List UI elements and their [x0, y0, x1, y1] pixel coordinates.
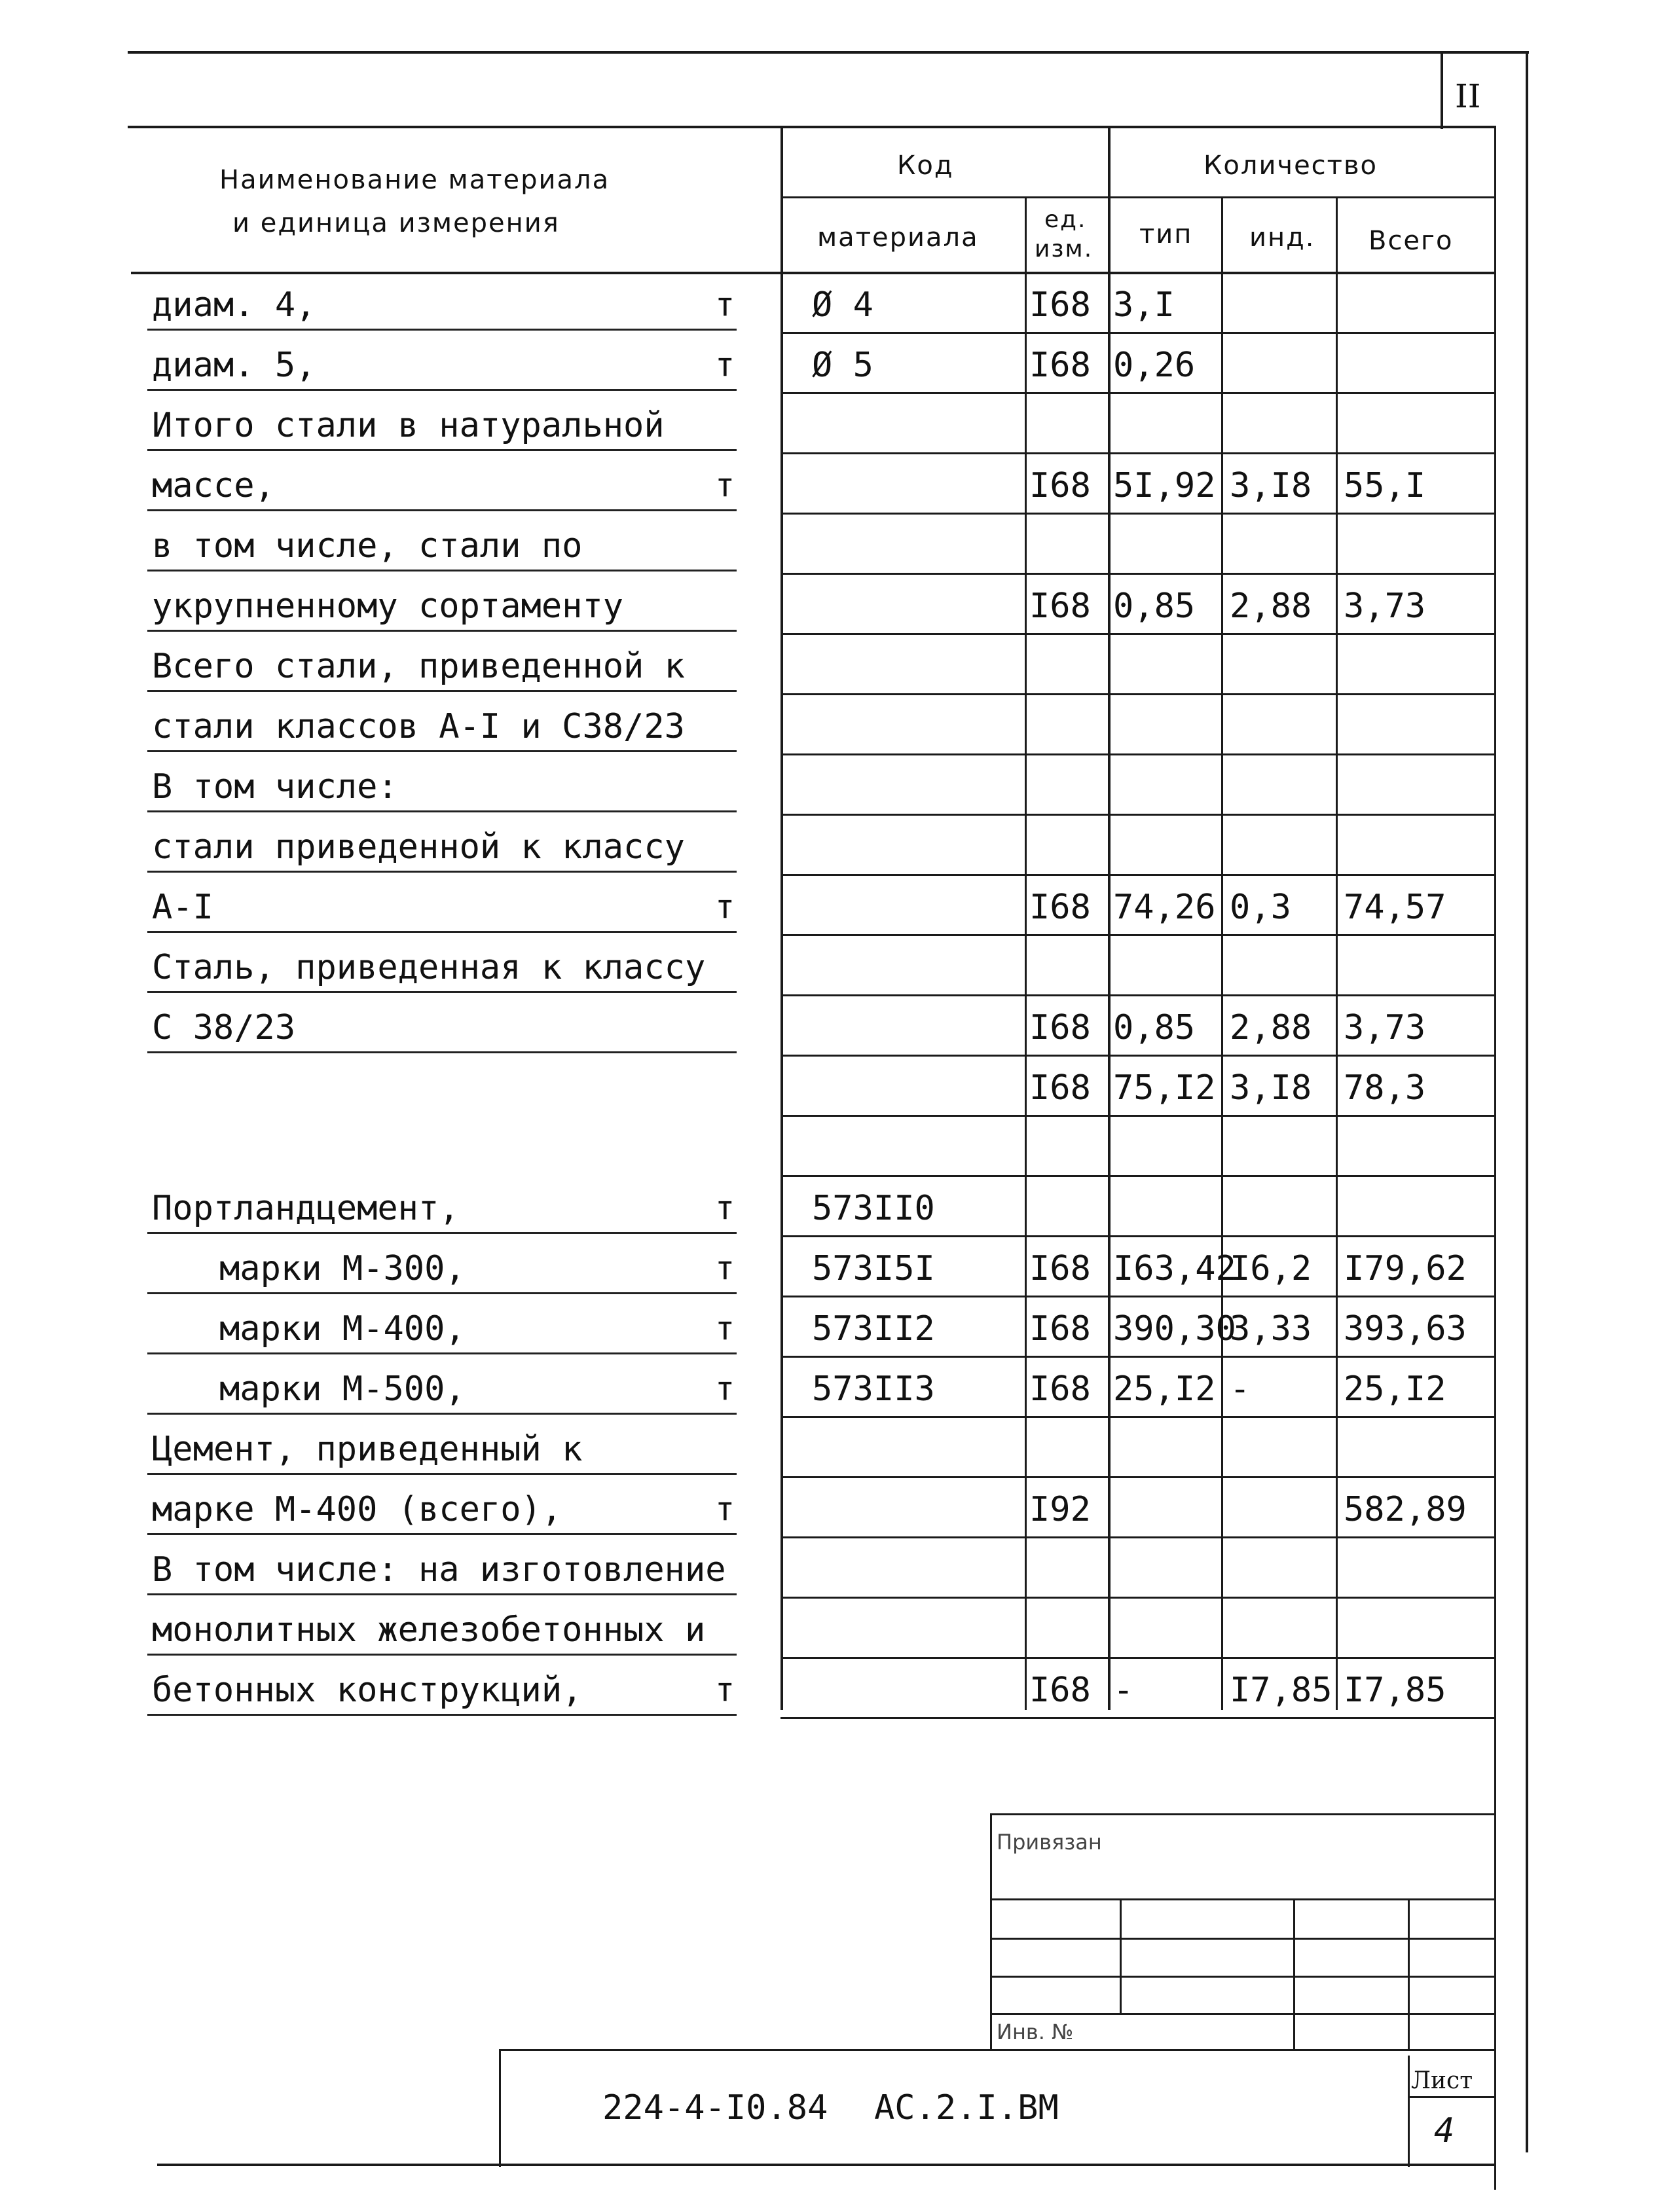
- col-rule-code: [780, 126, 783, 1710]
- row-rule: [780, 573, 1496, 575]
- row-unit: т: [715, 466, 735, 504]
- name-col-heading-2: и единица измерения: [232, 208, 560, 238]
- row-unit-code: I68: [1029, 888, 1091, 927]
- header-bottom-rule: [131, 272, 1496, 274]
- row-qty-type: 390,30: [1113, 1309, 1236, 1349]
- row-material-code: Ø 5: [812, 346, 873, 385]
- row-unit: т: [715, 1249, 735, 1287]
- row-rule: [780, 1175, 1496, 1177]
- name-underline: [147, 630, 737, 632]
- row-name: В том числе: на изготовление: [152, 1550, 726, 1589]
- row-unit-code: I68: [1029, 1671, 1091, 1710]
- col-rule-total: [1336, 196, 1338, 1710]
- title-block-top: [499, 2049, 1494, 2051]
- name-underline: [147, 1352, 737, 1354]
- sheet-number: II: [1455, 77, 1481, 115]
- name-underline: [147, 1593, 737, 1595]
- row-rule: [780, 1476, 1496, 1478]
- row-unit-code: I68: [1029, 1309, 1091, 1349]
- row-rule: [780, 633, 1496, 635]
- row-name: Итого стали в натуральной: [152, 406, 665, 445]
- row-qty-total: 25,I2: [1344, 1369, 1446, 1409]
- row-rule: [780, 1597, 1496, 1599]
- row-material-code: 573II0: [812, 1189, 935, 1228]
- row-rule: [780, 332, 1496, 334]
- name-underline: [147, 750, 737, 752]
- stamp-col-2: [1293, 1898, 1295, 2049]
- row-qty-ind: 3,I8: [1230, 466, 1312, 505]
- row-rule: [780, 1717, 1496, 1719]
- name-col-heading-1: Наименование материала: [219, 165, 610, 195]
- row-name: марке М-400 (всего),: [152, 1490, 562, 1529]
- stamp-col-1: [1120, 1898, 1122, 2013]
- code-unit-heading-1: ед.: [1044, 206, 1087, 233]
- row-rule: [780, 1115, 1496, 1117]
- row-unit-code: I68: [1029, 285, 1091, 325]
- name-underline: [147, 570, 737, 571]
- header-mid-rule: [780, 196, 1496, 198]
- row-name: Всего стали, приведенной к: [152, 647, 685, 686]
- qty-ind-heading: инд.: [1249, 223, 1315, 253]
- code-group-heading: Код: [897, 151, 954, 181]
- row-qty-type: 0,26: [1113, 346, 1196, 385]
- row-unit: т: [715, 1189, 735, 1227]
- row-qty-type: -: [1113, 1671, 1134, 1710]
- row-name: массе,: [152, 466, 275, 505]
- row-rule: [780, 1416, 1496, 1418]
- row-rule: [780, 994, 1496, 996]
- row-unit: т: [715, 285, 735, 323]
- row-name: В том числе:: [152, 767, 398, 807]
- row-name: укрупненному сортаменту: [152, 587, 624, 626]
- row-material-code: 573II2: [812, 1309, 935, 1349]
- sheet-cell-divider: [1408, 2096, 1494, 2098]
- row-unit: т: [715, 888, 735, 926]
- name-underline: [147, 1473, 737, 1475]
- doc-code: 224-4-I0.84: [602, 2088, 828, 2128]
- row-name: Портландцемент,: [152, 1189, 460, 1228]
- row-rule: [780, 814, 1496, 816]
- code-material-heading: материала: [817, 223, 979, 253]
- col-rule-tip: [1108, 126, 1111, 1710]
- right-border-inner: [1494, 128, 1496, 2190]
- row-qty-type: 75,I2: [1113, 1068, 1216, 1108]
- row-rule: [780, 1055, 1496, 1057]
- row-qty-total: 3,73: [1344, 587, 1426, 626]
- row-rule: [780, 452, 1496, 454]
- row-rule: [780, 1657, 1496, 1659]
- row-name: Сталь, приведенная к классу: [152, 948, 706, 987]
- row-qty-ind: -: [1230, 1369, 1251, 1409]
- row-rule: [780, 874, 1496, 876]
- top-rule: [128, 51, 1529, 54]
- row-unit-code: I68: [1029, 466, 1091, 505]
- row-name: марки М-500,: [219, 1369, 466, 1409]
- bottom-rule: [157, 2164, 1496, 2166]
- row-rule: [780, 1536, 1496, 1538]
- row-qty-type: 0,85: [1113, 1008, 1196, 1047]
- qty-group-heading: Количество: [1203, 151, 1378, 181]
- row-qty-ind: 2,88: [1230, 587, 1312, 626]
- stamp-attach-top: [990, 1813, 1494, 1815]
- row-qty-type: 25,I2: [1113, 1369, 1216, 1409]
- code-unit-heading-2: изм.: [1035, 236, 1093, 263]
- title-block-left: [499, 2049, 501, 2167]
- name-underline: [147, 1654, 737, 1656]
- name-underline: [147, 1051, 737, 1053]
- row-rule: [780, 392, 1496, 394]
- row-unit-code: I68: [1029, 1249, 1091, 1288]
- row-qty-ind: 3,I8: [1230, 1068, 1312, 1108]
- row-material-code: 573II3: [812, 1369, 935, 1409]
- row-name: марки М-300,: [219, 1249, 466, 1288]
- name-underline: [147, 810, 737, 812]
- row-qty-type: I63,42: [1113, 1249, 1236, 1288]
- name-underline: [147, 1714, 737, 1716]
- row-qty-ind: I6,2: [1230, 1249, 1312, 1288]
- row-rule: [780, 513, 1496, 515]
- stamp-line-2: [990, 1938, 1494, 1940]
- row-qty-total: 78,3: [1344, 1068, 1426, 1108]
- row-unit-code: I68: [1029, 346, 1091, 385]
- row-name: бетонных конструкций,: [152, 1671, 583, 1710]
- stamp-line-1: [990, 1898, 1494, 1900]
- row-name: монолитных железобетонных и: [152, 1610, 706, 1650]
- row-qty-ind: 2,88: [1230, 1008, 1312, 1047]
- name-underline: [147, 1413, 737, 1415]
- row-qty-type: 0,85: [1113, 587, 1196, 626]
- sheet-cell-left: [1408, 2056, 1410, 2167]
- sheet-number-box-left: [1441, 54, 1443, 129]
- row-material-code: 573I5I: [812, 1249, 935, 1288]
- row-qty-total: 74,57: [1344, 888, 1446, 927]
- name-underline: [147, 1232, 737, 1234]
- row-name: марки М-400,: [219, 1309, 466, 1349]
- row-rule: [780, 1235, 1496, 1237]
- row-unit-code: I68: [1029, 1068, 1091, 1108]
- row-qty-total: 55,I: [1344, 466, 1426, 505]
- col-rule-ind: [1221, 196, 1223, 1710]
- row-material-code: Ø 4: [812, 285, 873, 325]
- name-underline: [147, 329, 737, 331]
- qty-total-heading: Всего: [1368, 226, 1454, 256]
- doc-mark: АС.2.I.ВМ: [874, 2088, 1059, 2128]
- header-top-rule: [128, 126, 1496, 128]
- row-qty-total: 393,63: [1344, 1309, 1467, 1349]
- row-unit-code: I68: [1029, 1008, 1091, 1047]
- row-unit: т: [715, 1671, 735, 1709]
- row-name: С 38/23: [152, 1008, 296, 1047]
- row-unit: т: [715, 1490, 735, 1528]
- row-name: А-I: [152, 888, 213, 927]
- row-unit-code: I92: [1029, 1490, 1091, 1529]
- row-unit: т: [715, 346, 735, 384]
- row-qty-type: 3,I: [1113, 285, 1175, 325]
- sheet-value: 4: [1434, 2111, 1455, 2150]
- row-name: диам. 4,: [152, 285, 316, 325]
- name-underline: [147, 1292, 737, 1294]
- stamp-privyazan: Привязан: [997, 1830, 1102, 1855]
- name-underline: [147, 690, 737, 692]
- row-rule: [780, 1296, 1496, 1297]
- stamp-col-3: [1408, 1898, 1410, 2049]
- stamp-line-4: [990, 2013, 1494, 2015]
- name-underline: [147, 449, 737, 451]
- row-unit: т: [715, 1369, 735, 1407]
- row-name: диам. 5,: [152, 346, 316, 385]
- row-rule: [780, 934, 1496, 936]
- row-qty-total: I79,62: [1344, 1249, 1467, 1288]
- stamp-line-3: [990, 1976, 1494, 1978]
- name-underline: [147, 991, 737, 993]
- stamp-inv-no: Инв. №: [997, 2020, 1074, 2044]
- col-rule-ed: [1025, 196, 1027, 1710]
- row-qty-ind: 3,33: [1230, 1309, 1312, 1349]
- row-rule: [780, 753, 1496, 755]
- row-rule: [780, 693, 1496, 695]
- row-unit-code: I68: [1029, 587, 1091, 626]
- name-underline: [147, 509, 737, 511]
- row-unit-code: I68: [1029, 1369, 1091, 1409]
- name-underline: [147, 871, 737, 873]
- row-name: стали классов А-I и С38/23: [152, 707, 685, 746]
- name-underline: [147, 1533, 737, 1535]
- sheet-label: Лист: [1411, 2067, 1473, 2094]
- row-qty-total: 582,89: [1344, 1490, 1467, 1529]
- qty-type-heading: тип: [1139, 219, 1193, 249]
- row-name: стали приведенной к классу: [152, 827, 685, 867]
- name-underline: [147, 389, 737, 391]
- row-qty-total: I7,85: [1344, 1671, 1446, 1710]
- row-qty-type: 74,26: [1113, 888, 1216, 927]
- row-qty-ind: I7,85: [1230, 1671, 1332, 1710]
- row-qty-ind: 0,3: [1230, 888, 1291, 927]
- row-qty-type: 5I,92: [1113, 466, 1216, 505]
- row-name: Цемент, приведенный к: [152, 1430, 583, 1469]
- row-rule: [780, 1356, 1496, 1358]
- right-border: [1526, 51, 1528, 2152]
- row-unit: т: [715, 1309, 735, 1347]
- name-underline: [147, 931, 737, 933]
- row-qty-total: 3,73: [1344, 1008, 1426, 1047]
- row-name: в том числе, стали по: [152, 526, 583, 566]
